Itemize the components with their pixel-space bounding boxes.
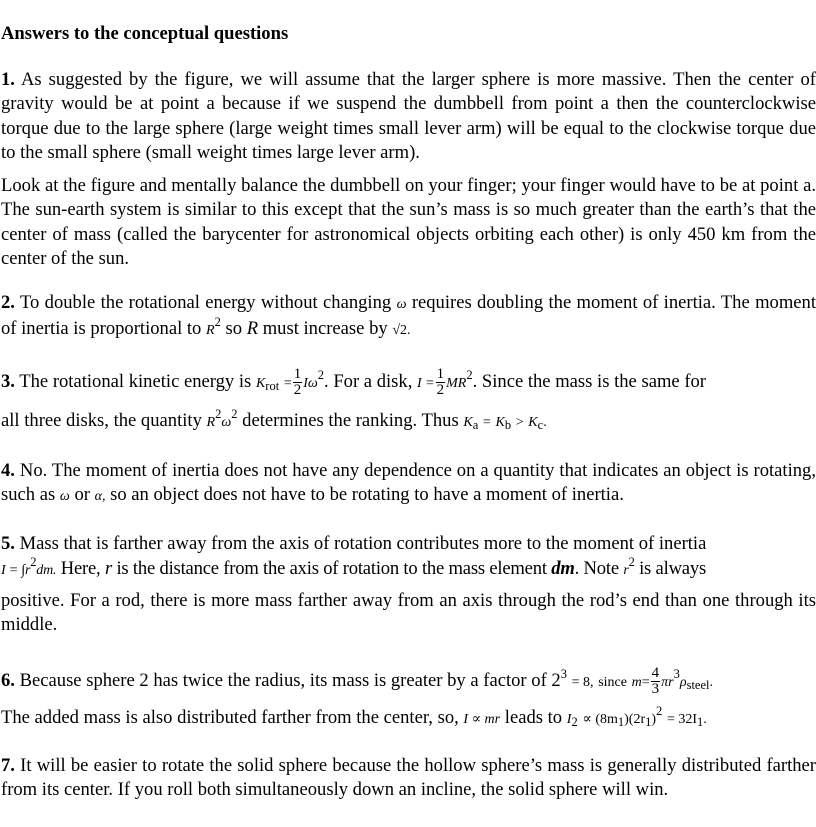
answer-2 <box>1 291 816 344</box>
math-subscript: c <box>537 418 544 432</box>
answer-text: Mass that is farther away from the axis of rotation contributes more to the moment of inertia <box>19 533 707 554</box>
math-omega: ω <box>221 415 232 430</box>
answer-text: so an object does not have to be rotating to have a moment of inertia. <box>110 484 624 506</box>
math-m: m <box>631 674 642 690</box>
answer-text: determines the ranking. Thus <box>242 410 459 431</box>
answer-text: Because sphere 2 has twice the radius, its mass is greater by a factor of <box>19 669 547 691</box>
math-expression: ) <box>651 712 657 727</box>
math-exponent: 2 <box>317 367 325 382</box>
math-I: I = <box>417 375 435 391</box>
math-eight: = 8, <box>571 674 594 690</box>
answer-text: all three disks, the quantity <box>1 410 202 431</box>
answer-text: No. The moment of inertia does not have any dependence on a quantity that indicates an object is rotating, such as <box>1 460 816 506</box>
answer-text: is always <box>639 558 706 579</box>
math-exponent: 2 <box>215 407 222 421</box>
math-I: I <box>566 712 572 727</box>
denominator: 2 <box>293 382 302 398</box>
numerator: 4 <box>651 665 660 681</box>
math-result: = 32I <box>666 712 698 727</box>
math-dm: dm. <box>36 563 57 578</box>
math-rho: ρ <box>679 674 687 690</box>
math-r: r <box>104 558 113 579</box>
answer-number: 7. <box>1 755 15 776</box>
answer-text: . For a disk, <box>324 370 413 392</box>
numerator: 1 <box>293 366 302 382</box>
answer-6 <box>1 666 713 697</box>
math-I-omega: Iω <box>303 375 318 391</box>
answer-4 <box>1 459 816 510</box>
math-K: K <box>495 415 505 430</box>
answer-text: The rotational kinetic energy is <box>19 370 252 392</box>
answer-text: requires doubling the moment of inertia. The moment of inertia is proportional to <box>1 292 816 340</box>
answer-text: Here, <box>60 558 101 579</box>
math-exponent: 2 <box>466 367 473 382</box>
answer-5-line-2 <box>1 557 816 583</box>
math-fraction <box>436 367 446 398</box>
math-r: r <box>623 563 629 578</box>
math-omega: ω <box>396 297 407 312</box>
math-subscript: rot <box>265 378 280 393</box>
math-omega: ω <box>59 489 70 505</box>
answer-text: is the distance from the axis of rotation to the mass element <box>116 558 547 579</box>
math-R: R <box>206 323 215 339</box>
answer-1-continued <box>1 174 816 271</box>
answer-number: 2. <box>1 292 15 313</box>
math-subscript: steel <box>686 677 710 692</box>
denominator: 3 <box>651 681 660 697</box>
answer-5-line-3 <box>1 589 816 638</box>
math-period: . <box>709 674 714 690</box>
math-K: K <box>255 375 266 391</box>
math-exponent: 2 <box>214 315 221 330</box>
answer-text: It will be easier to rotate the solid sphere because the hollow sphere’s mass is generally distributed farther from its center. If you roll both simultaneously down an incline, the solid sphere will win. <box>1 755 816 801</box>
math-integral: I = ∫r <box>1 563 31 578</box>
answer-number: 3. <box>1 370 15 392</box>
math-alpha: α, <box>94 489 106 505</box>
math-equals: = <box>641 674 650 690</box>
numerator: 1 <box>436 366 445 382</box>
answer-text: To double the rotational energy without changing <box>19 292 392 313</box>
answer-text: leads to <box>504 707 563 728</box>
answer-text: so <box>225 318 243 340</box>
math-equals: = <box>283 375 292 391</box>
answer-text: . Since the mass is the same for <box>472 370 706 392</box>
answer-1 <box>1 68 816 165</box>
answer-number: 4. <box>1 460 15 481</box>
answer-3-line-2 <box>1 409 547 437</box>
answer-7 <box>1 754 816 803</box>
math-fraction <box>651 666 661 697</box>
math-R: R <box>246 318 259 340</box>
denominator: 2 <box>436 382 445 398</box>
math-exponent: 3 <box>560 666 567 681</box>
math-R: R <box>206 415 216 430</box>
answer-6-line-2: The added mass is also distributed farther from the center, so, I ∝ mr leads to $I_2 \propto (8m_1)(2r_1)^2 = 32I_1$. <box>1 704 707 729</box>
math-exponent: 3 <box>673 666 680 681</box>
math-proportional: I ∝ mr <box>463 712 501 727</box>
answer-number: 5. <box>1 533 15 554</box>
math-period: . <box>703 712 707 727</box>
answer-number: 6. <box>1 669 15 691</box>
math-K: K <box>528 415 538 430</box>
answer-text: . Note <box>574 558 619 579</box>
math-exponent: 2 <box>231 407 238 421</box>
math-subscript: a <box>472 418 479 432</box>
math-exponent: 2 <box>30 555 37 569</box>
answer-text: Look at the figure and mentally balance the dumbbell on your finger; your finger would have to be at point a. The sun-earth system is similar to this except that the sun’s mass is so much greater than the earth’s that the center of mass (called the barycenter for astronomical objects orbiting each other) is only 450 km from the center of the sun. <box>1 175 816 269</box>
answer-text: since <box>598 674 627 690</box>
math-K: K <box>463 415 473 430</box>
math-sqrt-two: √2. <box>392 323 411 339</box>
answer-text: The added mass is also distributed farther from the center, so, <box>1 707 459 728</box>
answer-number: 1. <box>1 69 15 90</box>
answer-text: positive. For a rod, there is more mass farther away from an axis through the rod’s end than one through its middle. <box>1 590 816 636</box>
math-expression: ∝ (8m <box>582 712 618 727</box>
math-MR: MR <box>446 375 467 391</box>
math-subscript: b <box>504 418 512 432</box>
answer-3 <box>1 367 816 398</box>
math-expression: )(2r <box>624 712 646 727</box>
answer-text: or <box>74 484 90 506</box>
math-pi-r: πr <box>661 674 674 690</box>
answer-5 <box>1 532 816 556</box>
page-title: Answers to the conceptual questions <box>1 23 289 44</box>
math-equals: = <box>482 415 491 430</box>
math-greater-than: > <box>515 415 524 430</box>
math-two: 2 <box>551 669 561 691</box>
answer-text: must increase by <box>262 318 388 340</box>
math-dm: dm <box>551 558 575 579</box>
answer-text: As suggested by the figure, we will assume that the larger sphere is more massive. Then the center of gravity would be at point a because if we suspend the dumbbell from point a then the counterclockwise torque due to the large sphere (large weight times small lever arm) will be equal to the clockwise torque due to the small sphere (small weight times large lever arm). <box>1 69 816 163</box>
math-fraction <box>293 367 303 398</box>
math-period: . <box>543 415 547 430</box>
math-exponent: 2 <box>628 555 635 569</box>
